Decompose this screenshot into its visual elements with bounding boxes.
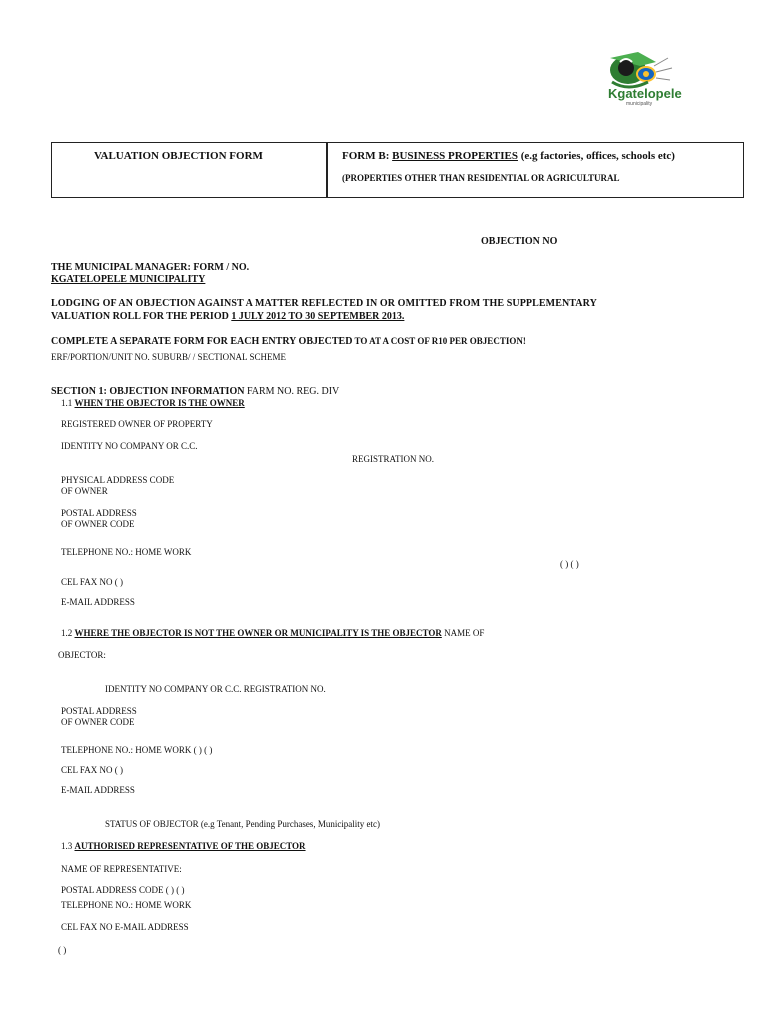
rep-bracket: ( ) xyxy=(58,945,67,955)
rep-telephone-label: TELEPHONE NO.: HOME WORK xyxy=(61,900,192,910)
form-b-category: BUSINESS PROPERTIES xyxy=(392,150,518,162)
subsection-1-2-title: WHERE THE OBJECTOR IS NOT THE OWNER OR MUNICIPALITY IS THE OBJECTOR xyxy=(74,628,442,638)
subsection-1-1-title: WHEN THE OBJECTOR IS THE OWNER xyxy=(74,398,245,408)
logo-tagline: municipality xyxy=(626,101,653,106)
physical-address-label: PHYSICAL ADDRESS CODE xyxy=(61,475,175,485)
subsection-1-1-num: 1.1 xyxy=(61,398,75,408)
form-b-examples: (e.g factories, offices, schools etc) xyxy=(517,150,675,162)
subsection-1-2 xyxy=(61,628,484,638)
postal2-owner-code: OF OWNER CODE xyxy=(61,717,135,727)
lodging-line1: LODGING OF AN OBJECTION AGAINST A MATTER REFLECTED IN OR OMITTED FROM THE SUPPLEMENTARY xyxy=(51,298,597,309)
status-of-objector-label: STATUS OF OBJECTOR (e.g Tenant, Pending Purchases, Municipality etc) xyxy=(105,819,381,829)
cel-fax-label: CEL FAX NO ( ) xyxy=(61,577,123,587)
erf-line: ERF/PORTION/UNIT NO. SUBURB/ / SECTIONAL SCHEME xyxy=(51,352,286,362)
objector-label: OBJECTOR: xyxy=(58,650,106,660)
form-b-title xyxy=(342,150,675,162)
registered-owner-label: REGISTERED OWNER OF PROPERTY xyxy=(61,419,213,429)
telephone-brackets: ( ) ( ) xyxy=(560,559,579,569)
rep-cel-fax-label: CEL FAX NO E-MAIL ADDRESS xyxy=(61,922,189,932)
addressee-line1: THE MUNICIPAL MANAGER: FORM / NO. xyxy=(51,262,250,273)
postal-address-label: POSTAL ADDRESS xyxy=(61,508,137,518)
cel-fax2-label: CEL FAX NO ( ) xyxy=(61,765,123,775)
telephone2-label: TELEPHONE NO.: HOME WORK ( ) ( ) xyxy=(61,745,213,755)
form-b-note: (PROPERTIES OTHER THAN RESIDENTIAL OR AGRICULTURAL xyxy=(342,173,620,183)
kgatelopele-logo xyxy=(598,48,694,106)
identity-label: IDENTITY NO COMPANY OR C.C. xyxy=(61,441,198,451)
complete-notice-bold: COMPLETE A SEPARATE FORM FOR EACH ENTRY OBJECTED xyxy=(51,336,353,347)
subsection-1-1 xyxy=(61,398,245,408)
telephone-label: TELEPHONE NO.: HOME WORK xyxy=(61,547,192,557)
lodging-period: 1 JULY 2012 TO 30 SEPTEMBER 2013. xyxy=(231,311,405,322)
physical-address-owner: OF OWNER xyxy=(61,486,108,496)
lodging-line2 xyxy=(51,311,404,322)
form-title: VALUATION OBJECTION FORM xyxy=(94,150,263,162)
identity2-label: IDENTITY NO COMPANY OR C.C. REGISTRATION NO. xyxy=(105,684,326,694)
subsection-1-3-title: AUTHORISED REPRESENTATIVE OF THE OBJECTOR xyxy=(74,841,306,851)
subsection-1-2-num: 1.2 xyxy=(61,628,75,638)
complete-notice-cost: TO AT A COST OF R10 PER OBJECTION! xyxy=(352,336,526,346)
addressee-municipality: KGATELOPELE MUNICIPALITY xyxy=(51,274,206,285)
postal2-address-label: POSTAL ADDRESS xyxy=(61,706,137,716)
email-label: E-MAIL ADDRESS xyxy=(61,597,135,607)
email2-label: E-MAIL ADDRESS xyxy=(61,785,135,795)
header-divider xyxy=(326,143,328,197)
header-table xyxy=(51,142,744,198)
section1-title xyxy=(51,386,339,397)
registration-label: REGISTRATION NO. xyxy=(352,454,434,464)
rep-name-label: NAME OF REPRESENTATIVE: xyxy=(61,864,182,874)
objection-no-label: OBJECTION NO xyxy=(481,236,558,247)
section1-heading-rest: FARM NO. REG. DIV xyxy=(244,386,340,397)
section1-heading: SECTION 1: OBJECTION INFORMATION xyxy=(51,386,245,397)
complete-notice xyxy=(51,336,526,347)
lodging-line2-prefix: VALUATION ROLL FOR THE PERIOD xyxy=(51,311,232,322)
subsection-1-2-rest: NAME OF xyxy=(441,628,485,638)
form-b-prefix: FORM B: xyxy=(342,150,393,162)
subsection-1-3 xyxy=(61,841,306,851)
logo-emblem xyxy=(610,52,672,87)
postal-owner-code: OF OWNER CODE xyxy=(61,519,135,529)
logo-name: Kgatelopele xyxy=(608,86,682,101)
subsection-1-3-num: 1.3 xyxy=(61,841,75,851)
rep-postal-label: POSTAL ADDRESS CODE ( ) ( ) xyxy=(61,885,185,895)
